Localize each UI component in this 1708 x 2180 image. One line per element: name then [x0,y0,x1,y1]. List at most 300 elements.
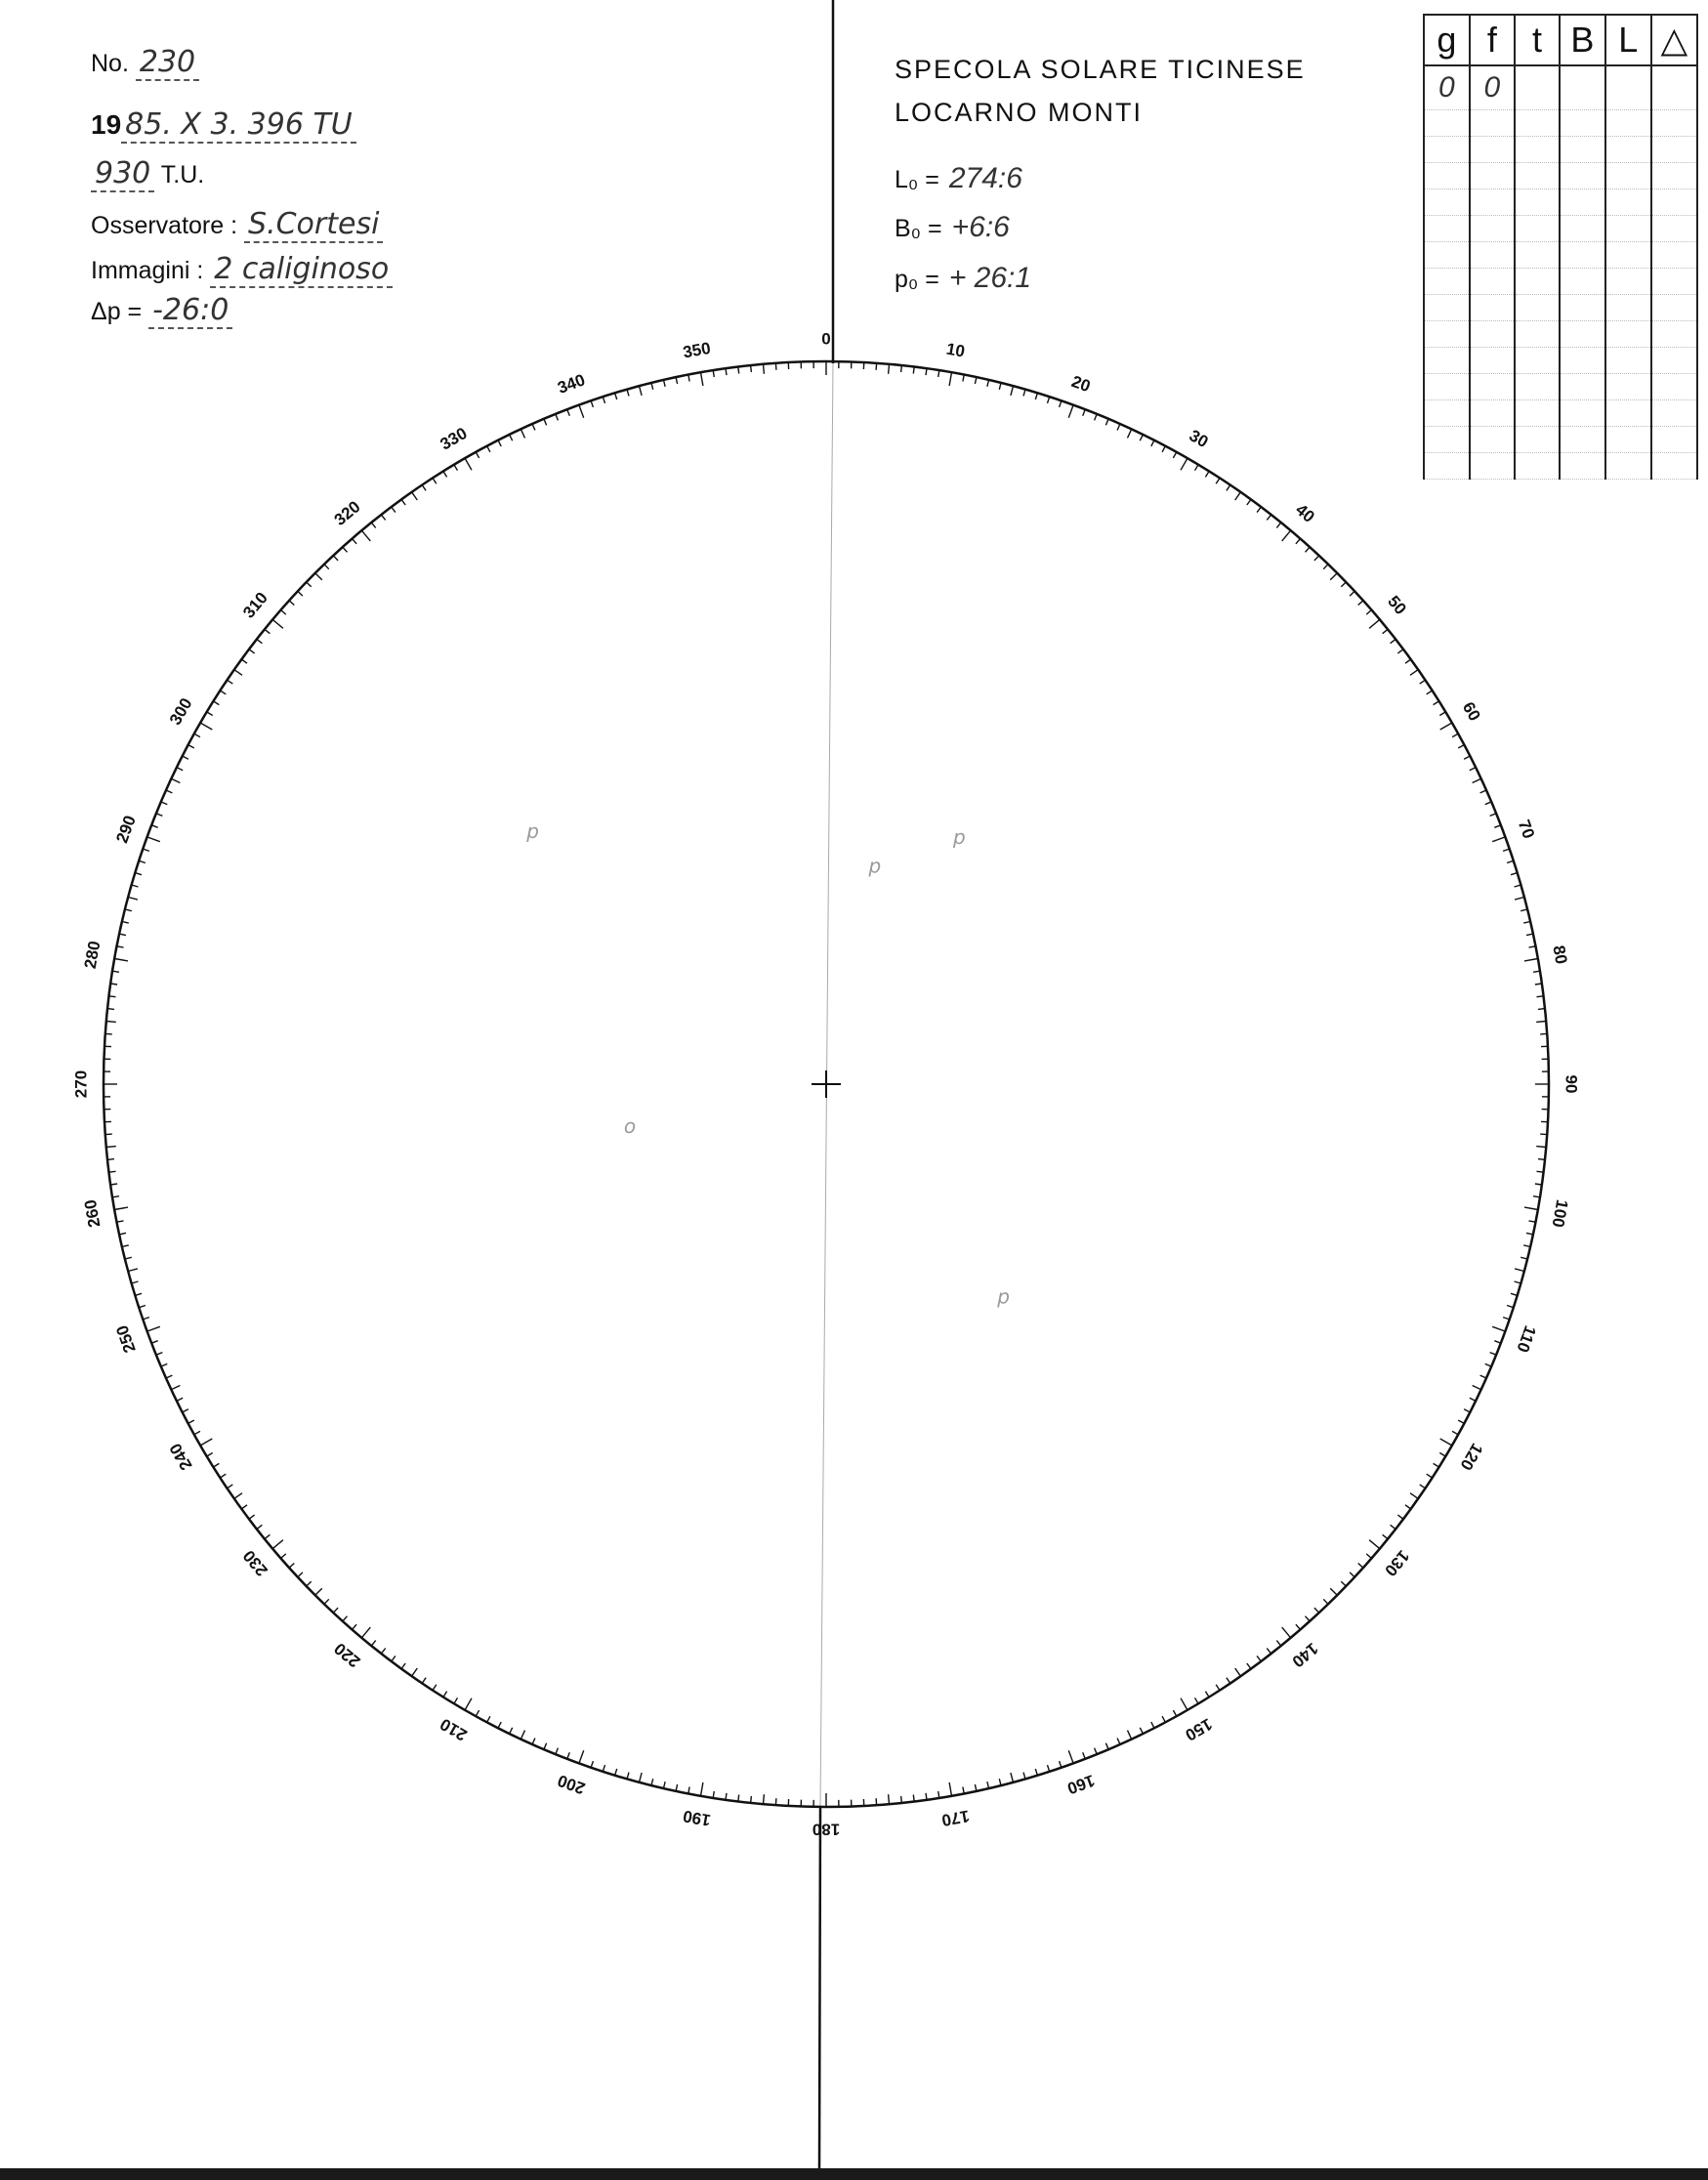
degree-tick [1439,1453,1445,1457]
degree-tick [1439,712,1445,716]
degree-tick [1490,1353,1497,1356]
degree-tick [1540,1033,1547,1034]
degree-tick [1492,837,1505,842]
degree-tick [213,701,219,705]
degree-tick [139,1306,146,1308]
degree-tick [1515,1281,1521,1283]
degree-tick [1216,1685,1220,1691]
degree-tick [298,1572,303,1577]
degree-tick [207,712,213,716]
degree-label: 40 [1292,500,1318,526]
degree-tick [1383,629,1389,633]
degree-tick [510,435,513,440]
degree-tick [567,409,570,416]
degree-tick [1470,1398,1476,1401]
degree-tick [1458,1420,1464,1423]
degree-tick [876,363,877,370]
degree-label: 110 [1513,1322,1540,1356]
degree-tick [315,573,322,580]
degree-label: 330 [437,423,471,454]
degree-tick [465,1698,472,1710]
degree-tick [171,778,180,782]
degree-tick [1216,478,1220,483]
degree-tick [392,507,396,513]
degree-tick [1162,1716,1165,1722]
degree-tick [454,465,458,471]
degree-tick [664,1782,666,1788]
degree-tick [289,1564,294,1569]
degree-tick [701,372,703,386]
degree-label: 60 [1458,698,1484,725]
degree-tick [1140,1728,1143,1734]
degree-label: 250 [112,1322,140,1356]
degree-tick [498,440,501,446]
degree-tick [234,670,242,676]
degree-tick [132,885,139,887]
degree-tick [1397,650,1403,653]
degree-tick [1485,1363,1492,1366]
delta-p-label: Δp = [91,298,143,325]
degree-tick [1162,446,1165,452]
degree-tick [106,1147,116,1148]
degree-tick [1369,619,1380,628]
degree-tick [664,380,666,387]
degree-tick [234,1493,242,1499]
degree-tick [1538,1009,1545,1010]
degree-tick [1314,1608,1319,1613]
degree-tick [177,1398,183,1401]
degree-tick [1350,591,1354,596]
degree-tick [143,1318,149,1320]
degree-tick [1296,539,1301,544]
degree-tick [1490,814,1497,817]
param-L0-label: L₀ = [895,166,939,193]
degree-tick [1205,1692,1209,1698]
degree-tick [1540,1134,1547,1135]
degree-label: 50 [1384,592,1410,618]
degree-tick [775,363,776,370]
degree-tick [1282,1627,1291,1638]
degree-tick [556,414,559,421]
degree-tick [1464,1409,1470,1412]
degree-label: 350 [681,338,713,362]
degree-tick [1503,1318,1510,1320]
degree-tick [640,386,643,396]
degree-tick [1521,909,1527,911]
degree-tick [109,996,116,997]
degree-tick [775,1798,776,1805]
degree-tick [333,1608,338,1613]
degree-tick [1524,1207,1538,1209]
degree-tick [1083,409,1086,416]
degree-tick [579,405,584,418]
degree-tick [422,485,426,491]
degree-tick [1350,1572,1354,1577]
degree-tick [324,1599,329,1604]
cell-g: 0 [1424,65,1470,110]
degree-tick [901,365,902,372]
degree-tick [401,1663,405,1669]
degree-tick [1117,424,1120,430]
degree-tick [591,1761,593,1768]
degree-tick [1282,530,1291,541]
degree-tick [1536,1147,1546,1148]
degree-tick [627,1773,629,1780]
degree-tick [1369,1540,1380,1549]
degree-tick [128,898,138,901]
date-value: 85. X 3. 396 TU [121,107,356,144]
degree-tick [1515,885,1521,887]
degree-tick [122,1245,129,1247]
degree-tick [1503,849,1510,851]
degree-tick [110,984,117,985]
degree-tick [1358,1564,1363,1569]
degree-tick [343,1616,348,1621]
degree-tick [1434,1463,1439,1467]
degree-label: 240 [165,1440,196,1474]
degree-label: 150 [1182,1714,1216,1745]
degree-tick [487,1716,490,1722]
degree-tick [1095,1748,1098,1755]
images-label: Immagini : [91,257,204,284]
degree-tick [532,424,535,430]
degree-tick [422,1678,426,1684]
degree-tick [371,523,375,528]
degree-tick [999,383,1001,390]
degree-tick [220,691,226,694]
degree-tick [1330,573,1337,580]
degree-tick [1151,1722,1154,1728]
degree-tick [1323,1599,1328,1604]
degree-label: 270 [71,1069,91,1099]
degree-tick [207,1453,213,1457]
degree-tick [1452,1431,1458,1434]
degree-tick [1011,1773,1014,1782]
degree-tick [166,1375,172,1378]
degree-tick [975,377,977,384]
degree-tick [188,745,194,748]
degree-tick [443,1692,447,1698]
degree-tick [412,1668,418,1676]
degree-tick [751,1796,752,1803]
degree-tick [110,1184,117,1185]
bottom-axis-line [819,1807,820,2168]
degree-tick [1095,414,1098,421]
degree-tick [307,582,312,587]
degree-tick [764,1794,765,1804]
degree-tick [1358,601,1363,606]
degree-tick [1306,1616,1311,1621]
degree-tick [220,1474,226,1478]
degree-tick [1366,1554,1371,1559]
degree-label: 130 [1381,1546,1413,1580]
time-value: 930 [91,156,154,192]
degree-label: 280 [80,939,104,971]
observatory-location: LOCARNO MONTI [895,98,1144,127]
degree-tick [151,1341,158,1344]
degree-tick [1181,458,1187,470]
degree-tick [412,492,418,500]
record-number-label: No. [91,50,129,77]
degree-tick [1410,670,1418,676]
degree-label: 290 [112,813,140,846]
degree-tick [1276,1641,1280,1647]
degree-tick [487,446,490,452]
degree-tick [257,639,263,643]
degree-tick [544,1743,547,1750]
degree-tick [1494,1341,1501,1344]
degree-label: 80 [1549,943,1571,966]
degree-tick [876,1798,877,1805]
degree-tick [200,1439,212,1446]
degree-tick [676,377,678,384]
degree-tick [1507,860,1514,862]
degree-tick [107,1009,114,1010]
degree-tick [751,365,752,372]
col-delta: △ [1651,15,1697,65]
degree-tick [119,1233,126,1235]
degree-tick [1296,1624,1301,1629]
degree-label: 200 [555,1771,588,1798]
degree-tick [913,367,914,374]
degree-tick [265,629,271,633]
delta-p-value: -26:0 [148,293,232,329]
degree-tick [281,610,286,615]
degree-tick [289,601,294,606]
degree-tick [125,1257,132,1259]
degree-tick [392,1656,396,1661]
degree-tick [1470,768,1476,771]
degree-tick [228,680,233,684]
param-B0-value: +6:6 [951,211,1010,243]
degree-tick [1247,499,1251,505]
degree-tick [333,556,338,561]
degree-label: 10 [944,339,967,361]
degree-tick [1440,723,1452,730]
degree-tick [257,1525,263,1529]
degree-tick [1276,523,1280,528]
degree-tick [1480,790,1486,793]
degree-tick [249,1515,255,1519]
degree-tick [147,1326,160,1331]
degree-tick [1105,1743,1108,1750]
degree-tick [676,1784,678,1791]
degree-tick [1440,1439,1452,1446]
degree-label: 140 [1288,1639,1322,1671]
degree-tick [156,814,163,817]
degree-tick [128,1269,138,1272]
col-g: g [1424,15,1470,65]
degree-label: 310 [239,588,271,622]
degree-tick [1537,1171,1544,1172]
sunspot-marker: p [952,825,966,850]
degree-tick [1068,405,1073,418]
degree-tick [1405,659,1411,663]
degree-tick [726,368,727,375]
degree-tick [343,547,348,552]
degree-tick [361,1627,370,1638]
col-L: L [1605,15,1651,65]
param-P0-label: p₀ = [895,266,939,293]
degree-tick [1537,996,1544,997]
degree-tick [147,837,160,842]
degree-tick [498,1722,501,1728]
degree-tick [913,1795,914,1802]
degree-tick [1060,400,1062,407]
degree-tick [171,1386,180,1390]
degree-tick [1235,1668,1241,1676]
degree-tick [107,1159,114,1160]
degree-tick [603,397,604,403]
degree-tick [298,591,303,596]
degree-tick [1060,1761,1062,1768]
sunspot-marker: o [623,1114,637,1139]
degree-label: 0 [821,329,831,349]
degree-tick [627,390,629,397]
degree-tick [183,1409,188,1412]
degree-tick [510,1728,513,1734]
scan-border [0,2168,1708,2180]
degree-tick [125,909,132,911]
degree-tick [1458,745,1464,748]
degree-tick [1267,1649,1271,1655]
degree-tick [143,849,149,851]
degree-tick [353,539,357,544]
degree-tick [949,1782,951,1796]
degree-tick [1257,507,1261,513]
degree-tick [114,1207,128,1209]
degree-tick [433,1685,437,1691]
degree-tick [241,659,247,663]
degree-tick [1452,734,1458,736]
degree-tick [1391,1525,1396,1529]
degree-tick [1173,1710,1176,1716]
degree-tick [139,860,146,862]
degree-tick [188,1420,194,1423]
degree-label: 100 [1548,1197,1572,1230]
degree-tick [567,1752,570,1759]
degree-label: 340 [555,370,588,398]
degree-tick [926,368,927,375]
degree-tick [1205,471,1209,477]
degree-label: 120 [1456,1440,1487,1474]
degree-tick [132,1281,139,1283]
degree-tick [544,419,547,426]
degree-tick [1523,1245,1530,1247]
degree-tick [1011,386,1014,396]
degree-tick [381,1649,385,1655]
degree-tick [249,650,255,653]
degree-tick [579,1750,584,1763]
degree-tick [114,959,128,961]
degree-tick [105,1134,112,1135]
degree-label: 70 [1514,817,1539,842]
degree-tick [1048,397,1050,403]
degree-tick [1515,1269,1524,1272]
degree-tick [443,471,447,477]
degree-tick [1068,1750,1073,1763]
degree-tick [166,790,172,793]
degree-tick [1048,1765,1050,1772]
degree-tick [194,1431,200,1434]
degree-tick [1427,691,1433,694]
degree-tick [1267,515,1271,521]
degree-tick [1117,1739,1120,1744]
degree-tick [1023,390,1025,397]
degree-tick [324,565,329,569]
degree-tick [381,515,385,521]
degree-tick [1494,825,1501,828]
degree-tick [353,1624,357,1629]
degree-tick [1173,452,1176,458]
degree-tick [1485,802,1492,805]
degree-tick [1330,1588,1337,1595]
degree-tick [1523,922,1530,924]
degree-tick [106,1022,116,1023]
degree-tick [151,825,158,828]
degree-tick [726,1793,727,1800]
degree-tick [1410,1493,1418,1499]
degree-label: 180 [812,1820,841,1839]
degree-tick [307,1581,312,1586]
degree-tick [975,1784,977,1791]
degree-tick [1306,547,1311,552]
degree-tick [1323,565,1328,569]
degree-tick [1314,556,1319,561]
sunspot-marker: p [997,1284,1010,1309]
degree-tick [1521,1257,1527,1259]
degree-tick [454,1698,458,1703]
degree-tick [926,1793,927,1800]
observer-value: S.Cortesi [244,207,383,243]
degree-tick [1341,1581,1346,1586]
degree-tick [1492,1326,1505,1331]
degree-label: 320 [330,497,364,529]
degree-tick [105,1033,112,1034]
record-number-value: 230 [136,45,199,81]
degree-tick [1227,1678,1230,1684]
degree-tick [532,1739,535,1744]
degree-tick [241,1505,247,1509]
degree-label: 300 [165,694,196,729]
degree-label: 210 [437,1714,471,1745]
degree-label: 230 [239,1546,271,1580]
degree-tick [272,1540,283,1549]
degree-tick [1515,898,1524,901]
param-B0-label: B₀ = [895,215,942,242]
degree-tick [1526,934,1533,936]
degree-tick [1128,429,1132,438]
degree-label: 220 [330,1639,364,1671]
degree-label: 30 [1186,426,1212,452]
sunspot-markers [525,819,1010,1308]
col-B: B [1560,15,1605,65]
degree-tick [1128,1731,1132,1740]
degree-tick [122,922,129,924]
degree-tick [200,723,212,730]
degree-tick [1151,440,1154,446]
degree-tick [465,458,472,470]
degree-tick [987,380,989,387]
degree-tick [161,802,168,805]
degree-tick [1434,701,1439,705]
degree-tick [476,1710,479,1716]
degree-tick [521,429,524,438]
degree-tick [156,1353,163,1356]
degree-tick [1405,1505,1411,1509]
degree-tick [1105,419,1108,426]
degree-tick [183,756,188,759]
